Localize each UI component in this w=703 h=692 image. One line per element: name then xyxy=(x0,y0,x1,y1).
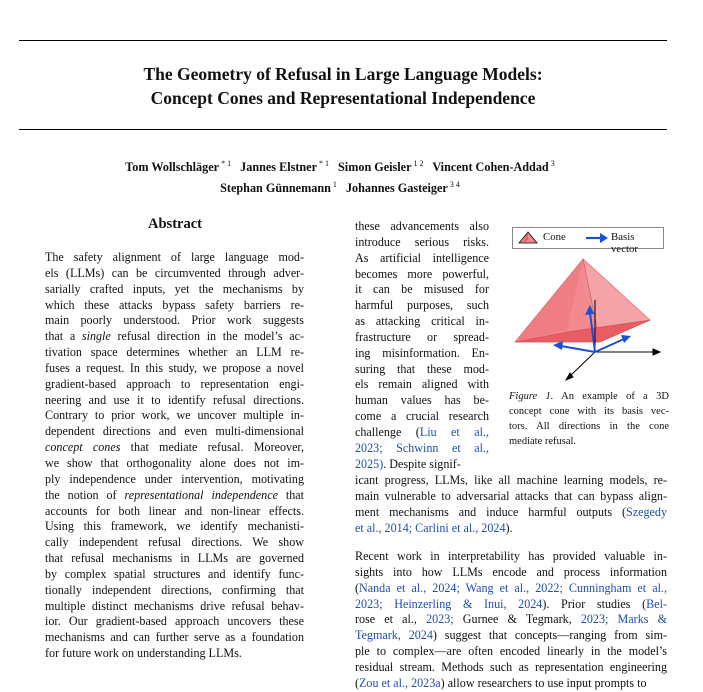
text-line: 2023; Schwinn et al., xyxy=(355,440,489,455)
text-line: fuses a request. In this study, we propose a novel xyxy=(45,360,304,375)
text-line: main poorly understood. Prior work suggests xyxy=(45,313,304,328)
text-line: that refusal mechanisms in LLMs are governed xyxy=(45,551,304,566)
text-line: challenge (Liu et al., xyxy=(355,424,489,439)
text-line: the notion of representational independence that xyxy=(45,487,304,502)
abstract-heading: Abstract xyxy=(148,216,202,232)
text-line: Contrary to prior work, we uncover multiple in- xyxy=(45,408,304,423)
author-name: Simon Geisler xyxy=(338,160,412,174)
caption-line: concept cone with its basis vec- xyxy=(509,406,669,417)
legend-basis-label: Basis vector xyxy=(611,231,638,255)
text-line: for future work on understanding LLMs. xyxy=(45,646,242,661)
text-line: 2025). Despite signif- xyxy=(355,456,461,471)
author-affiliation: 1 2 xyxy=(413,159,424,168)
text-line: els remain aligned with xyxy=(355,377,489,392)
text-line: come a crucial research xyxy=(355,409,489,424)
text-line: accounts for both linear and non-linear effects. xyxy=(45,503,304,518)
text-line: suring that these mod- xyxy=(355,361,489,376)
intro-text-wide xyxy=(355,473,667,536)
text-line: els (LLMs) can be circumvented through adver- xyxy=(45,265,304,280)
text-line: Using this framework, we identify mechanisti- xyxy=(45,519,304,534)
text-line: introduce serious risks. xyxy=(355,234,489,249)
text-line: ply independence under intervention, motivating xyxy=(45,471,304,486)
author-line-2 xyxy=(19,176,667,197)
text-line: by complex spatial structures and identify func- xyxy=(45,566,304,581)
text-line: tivation space determines whether an LLM re- xyxy=(45,345,304,360)
text-line: rose et al., 2023; Gurnee & Tegmark, 2023; Marks & xyxy=(355,612,667,627)
text-line: ple to complex—are often encoded linearly in the model’s xyxy=(355,644,667,659)
text-line: icant progress, LLMs, like all machine learning models, re- xyxy=(355,473,667,487)
text-line: frastructure or spread- xyxy=(355,329,489,344)
caption-line: mediate refusal. xyxy=(509,436,577,447)
text-line: ing misinformation. En- xyxy=(355,345,489,360)
text-line: which these attacks bypass safety barriers re- xyxy=(45,297,304,312)
author-name: Johannes Gasteiger xyxy=(345,181,448,195)
cone-legend-icon xyxy=(517,231,539,245)
figure-caption xyxy=(509,389,669,449)
text-line: concept cones that mediate refusal. Moreover, xyxy=(45,440,304,455)
title-bottom-rule xyxy=(19,129,667,130)
text-line: dependent directions and even multi-dimensional xyxy=(45,424,304,439)
caption-line: tors. All directions in the cone xyxy=(509,421,669,432)
text-line: these advancements also xyxy=(355,219,489,233)
author-name: Jannes Elstner xyxy=(240,160,317,174)
text-line: 2023; Heinzerling & Inui, 2024). Prior studies (Bel- xyxy=(355,596,667,611)
text-line: The safety alignment of large language mod- xyxy=(45,250,304,264)
text-line: et al., 2014; Carlini et al., 2024). xyxy=(355,520,513,535)
text-line: (Zou et al., 2023a) allow researchers to use input prompts to xyxy=(355,675,647,690)
author-name: Vincent Cohen-Addad xyxy=(432,160,549,174)
text-line: multiple distinct mechanisms drive refusal behav- xyxy=(45,598,304,613)
text-line: it can be misused for xyxy=(355,282,489,297)
text-line: ment mechanisms and induce harmful outputs (Szegedy xyxy=(355,504,667,519)
author-affiliation: 3 4 xyxy=(449,180,460,189)
author-affiliation: 3 xyxy=(550,159,555,168)
text-line: (Nanda et al., 2024; Wang et al., 2022; Cunningham et al., xyxy=(355,580,667,595)
text-line: as attacking critical in- xyxy=(355,314,489,329)
author-list xyxy=(19,155,667,197)
author-name: Stephan Günnemann xyxy=(220,181,331,195)
author-line-1 xyxy=(19,155,667,176)
text-line: becomes more powerful, xyxy=(355,266,489,281)
text-line: sights into how LLMs encode and process information xyxy=(355,564,667,579)
text-line: sarially crafted inputs, yet the mechanisms by xyxy=(45,281,304,296)
text-line: mechanisms and can further serve as a foundation xyxy=(45,630,304,645)
title-line-2: Concept Cones and Representational Independence xyxy=(150,88,536,108)
legend-cone-label: Cone xyxy=(543,231,566,243)
text-line: human values has be- xyxy=(355,393,489,408)
title-line-1: The Geometry of Refusal in Large Language Models: xyxy=(143,64,543,84)
author-affiliation: 1 xyxy=(332,180,337,189)
abstract-body xyxy=(45,250,304,662)
text-line: that a single refusal direction in the model’s ac- xyxy=(45,329,304,344)
text-line: Tegmark, 2024) suggest that concepts—ranging from sim- xyxy=(355,628,667,643)
caption-line: Figure 1. An example of a 3D xyxy=(509,391,669,402)
figure-legend xyxy=(512,227,664,255)
text-line: harmful purposes, such xyxy=(355,298,489,313)
text-line: tionally independent directions, confirming that xyxy=(45,582,304,597)
text-line: main vulnerable to adversarial attacks that can bypass align- xyxy=(355,488,667,503)
author-affiliation: * 1 xyxy=(318,159,329,168)
cone-shape xyxy=(515,259,650,342)
text-line: cally independent refusal directions. We show xyxy=(45,535,304,550)
intro-text-narrow xyxy=(355,219,489,473)
author-name: Tom Wollschläger xyxy=(125,160,220,174)
top-rule xyxy=(19,40,667,41)
text-line: ior. Our gradient-based approach uncovers these xyxy=(45,614,304,629)
text-line: As artificial intelligence xyxy=(355,250,489,265)
intro-paragraph-2 xyxy=(355,549,667,692)
paper-title xyxy=(19,62,667,110)
author-affiliation: * 1 xyxy=(221,159,232,168)
text-line: residual stream. Methods such as representation engineering xyxy=(355,659,667,674)
basis-vector-legend-icon xyxy=(585,232,609,244)
text-line: we show that orthogonality alone does not im- xyxy=(45,455,304,470)
text-line: gradient-based approach to representation engi- xyxy=(45,376,304,391)
text-line: Recent work in interpretability has provided valuable in- xyxy=(355,549,667,563)
text-line: neering and use it to identify refusal directions. xyxy=(45,392,304,407)
